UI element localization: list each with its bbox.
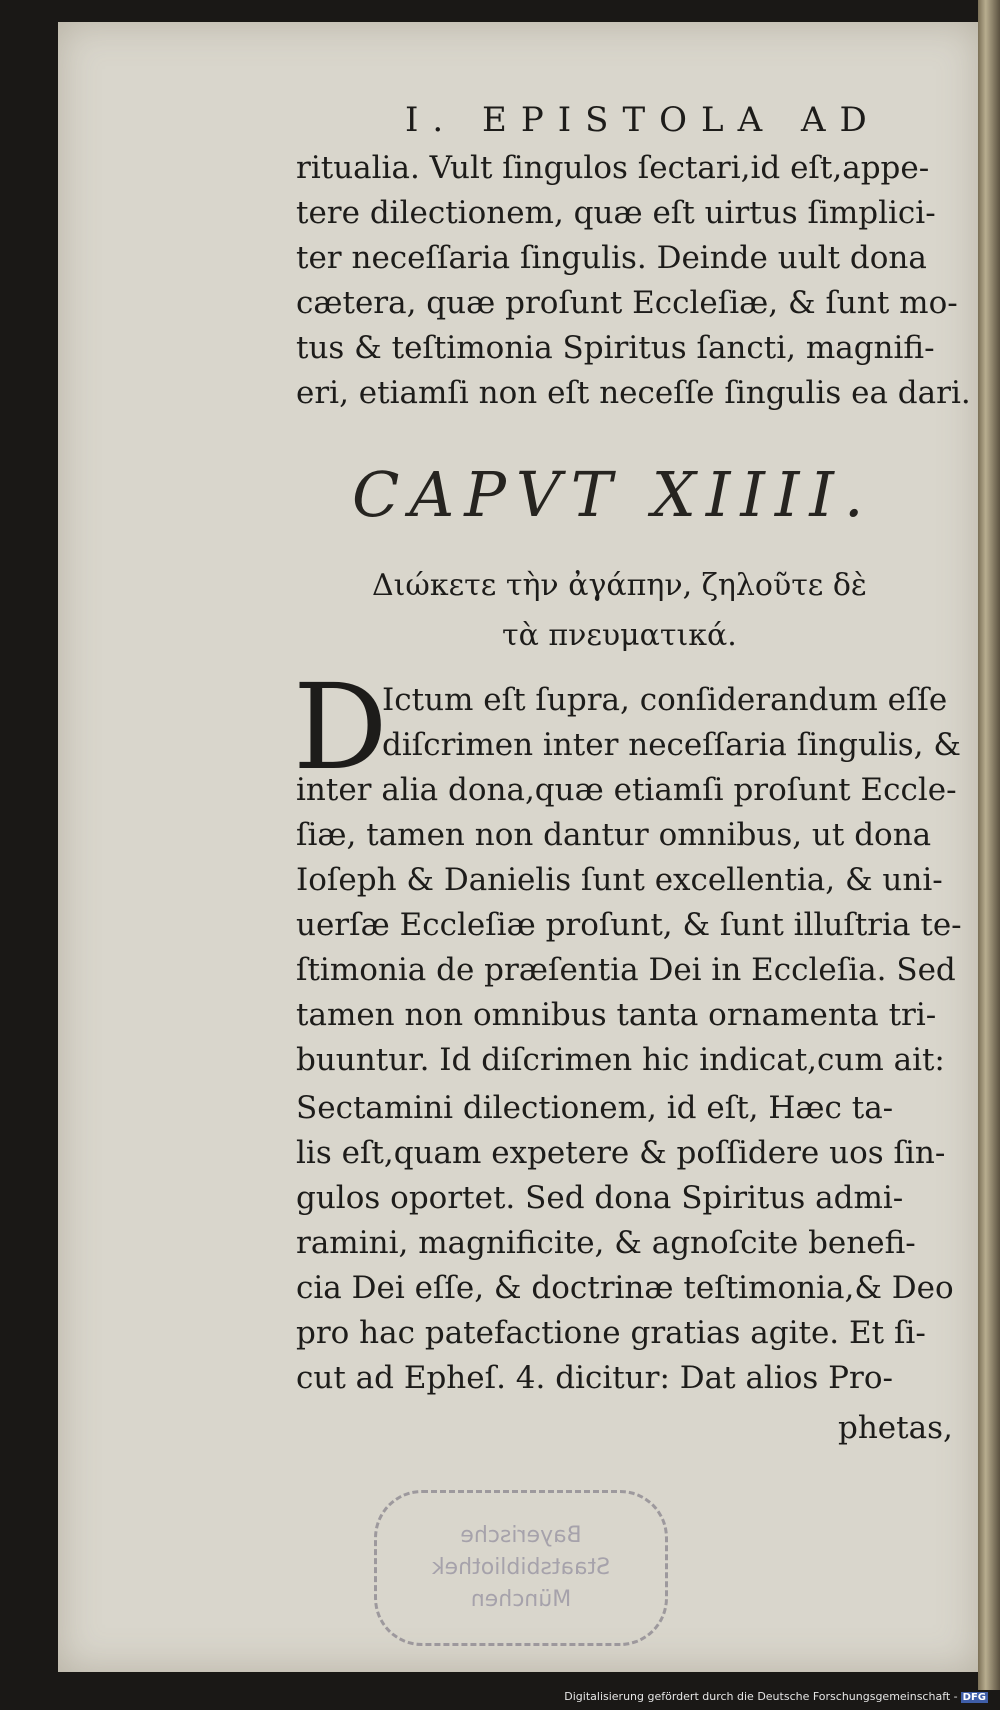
- text-line: buuntur. Id diſcrimen hic indicat,cum ait:: [296, 1042, 945, 1078]
- text-line: ſiæ, tamen non dantur omnibus, ut dona: [296, 817, 932, 853]
- text-line: gulos oportet. Sed dona Spiritus admi-: [296, 1180, 904, 1216]
- running-header: I. EPISTOLA AD: [405, 100, 881, 140]
- text-line: cut ad Epheſ. 4. dicitur: Dat alios Pro-: [296, 1360, 893, 1396]
- text-line: Ictum eſt ſupra, conſiderandum eſſe: [382, 682, 948, 718]
- text-line: tus & teſtimonia Spiritus ſancti, magnifi-: [296, 330, 935, 366]
- catchword: phetas,: [838, 1410, 953, 1446]
- text-line: eri, etiamſi non eſt neceſſe ſingulis ea dari.: [296, 375, 971, 411]
- text-line: uerſæ Eccleſiæ proſunt, & ſunt illuſtria te-: [296, 907, 962, 943]
- stamp-line: München: [470, 1587, 572, 1612]
- text-line: cætera, quæ proſunt Eccleſiæ, & ſunt mo-: [296, 285, 958, 321]
- page-edge: [978, 0, 1000, 1690]
- library-stamp: [374, 1490, 668, 1646]
- text-line: cia Dei eſſe, & doctrinæ teſtimonia,& Deo: [296, 1270, 954, 1306]
- text-line: diſcrimen inter neceſſaria ſingulis, &: [382, 727, 961, 763]
- text-line: Ioſeph & Danielis ſunt excellentia, & uni-: [296, 862, 943, 898]
- greek-verse-line: Διώκετε τὴν ἀγάπην, ζηλοῦτε δὲ: [372, 568, 868, 603]
- text-line: ritualia. Vult ſingulos ſectari,id eſt,appe-: [296, 150, 930, 186]
- chapter-title: CAPVT XIIII.: [352, 458, 874, 531]
- text-line: pro hac patefactione gratias agite. Et ſi-: [296, 1315, 926, 1351]
- greek-verse-line: τὰ πνευματικά.: [502, 618, 737, 653]
- footer-text: Digitalisierung gefördert durch die Deutsche Forschungsgemeinschaft -: [564, 1690, 958, 1703]
- text-line: Sectamini dilectionem, id eſt, Hæc ta-: [296, 1090, 894, 1126]
- text-line: inter alia dona,quæ etiamſi proſunt Eccle-: [296, 772, 957, 808]
- text-line: ter neceſſaria ſingulis. Deinde uult dona: [296, 240, 927, 276]
- footer-credit: [564, 1690, 988, 1703]
- text-line: ramini, magnificite, & agnoſcite benefi-: [296, 1225, 916, 1261]
- stamp-line: Bayerische: [460, 1523, 582, 1548]
- dfg-logo: DFG: [962, 1692, 986, 1703]
- stamp-line: Staatsbibliothek: [431, 1555, 611, 1580]
- text-line: tere dilectionem, quæ eſt uirtus ſimplici-: [296, 195, 936, 231]
- drop-cap-initial: D: [293, 658, 388, 796]
- text-line: lis eſt,quam expetere & poſſidere uos ſin-: [296, 1135, 946, 1171]
- text-line: tamen non omnibus tanta ornamenta tri-: [296, 997, 937, 1033]
- text-line: ſtimonia de præſentia Dei in Eccleſia. Sed: [296, 952, 956, 988]
